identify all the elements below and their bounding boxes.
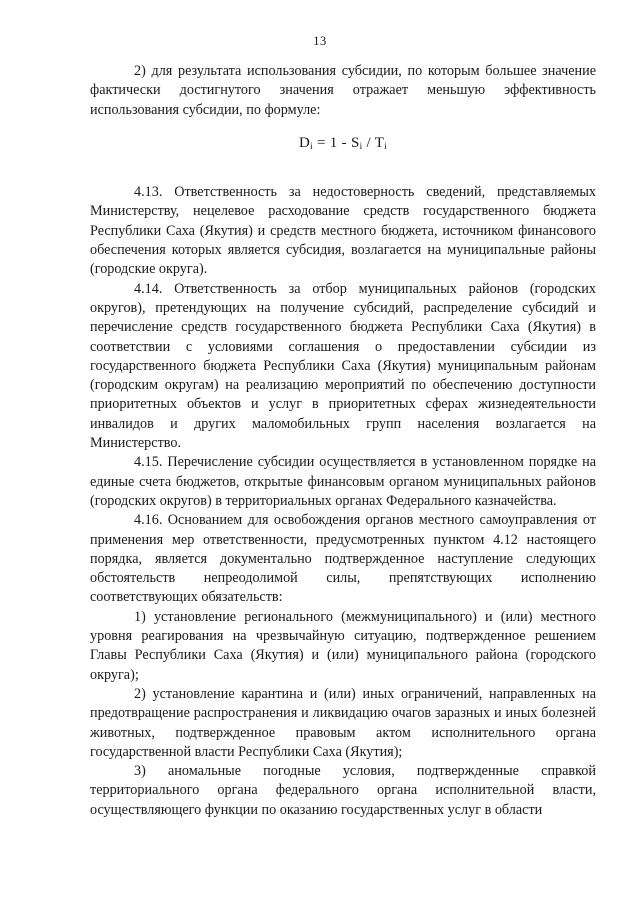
formula-lhs: D	[298, 134, 311, 151]
paragraph-4-16: 4.16. Основанием для освобождения органов местного самоуправления от применения мер ответственности, предусмотренных пунктом 4.12 настоящего порядка, является документально подтвержденное наступление следующих обстоятельств непреодолимой силы, препятствующих исполнению соответствующих обязательств:	[90, 512, 596, 606]
formula	[90, 134, 596, 156]
document-body	[90, 62, 596, 820]
intro-paragraph: 2) для результата использования субсидии, по которым большее значение фактически достигнутого значения отражает меньшую эффективность использования субсидии, по формуле:	[90, 63, 596, 118]
formula-slash: / T	[362, 134, 385, 151]
page-number: 13	[313, 34, 327, 48]
list-item-2: 2) установление карантина и (или) иных ограничений, направленных на предотвращение распространения и ликвидацию очагов заразных и иных болезней животных, подтвержденное правовым актом исполнительного органа государственной власти Республики Саха (Якутия);	[90, 685, 596, 760]
paragraph-4-15: 4.15. Перечисление субсидии осуществляется в установленном порядке на единые счета бюджетов, открытые финансовым органом муниципальных районов (городских округов) в территориальных органах Федерального казначейства.	[90, 454, 596, 509]
paragraph-4-13: 4.13. Ответственность за недостоверность сведений, представляемых Министерству, нецелевое расходование средств государственного бюджета Республики Саха (Якутия) и средств местного бюджета, источником финансового обеспечения которых является субсидия, возлагается на муниципальные районы (городские округа).	[90, 184, 596, 278]
list-item-3: 3) аномальные погодные условия, подтвержденные справкой территориального органа федерального органа исполнительной власти, осуществляющего функции по оказанию государственных услуг в области	[90, 763, 596, 818]
list-item-1: 1) установление регионального (межмуниципального) и (или) местного уровня реагирования на чрезвычайную ситуацию, подтвержденное решением Главы Республики Саха (Якутия) и (или) муниципального района (городского округа);	[90, 608, 596, 683]
formula-t-subscript: i	[384, 140, 388, 151]
formula-lhs-subscript: i	[310, 140, 313, 151]
paragraph-4-14: 4.14. Ответственность за отбор муниципальных районов (городских округов), претендующих на получение субсидий, распределение субсидий и перечисление средств государственного бюджета Республики Саха (Якутия) в соответствии с условиями соглашения о предоставлении субсидии из государственного бюджета Республики Саха (Якутия) муниципальным районам (городским округам) на реализацию мероприятий по обеспечению доступности приоритетных объектов и услуг в приоритетных сферах жизнедеятельности инвалидов и других маломобильных групп населения возлагается на Министерство.	[90, 280, 596, 452]
formula-middle: = 1 - S	[312, 134, 360, 151]
formula-s-subscript: i	[359, 140, 363, 151]
